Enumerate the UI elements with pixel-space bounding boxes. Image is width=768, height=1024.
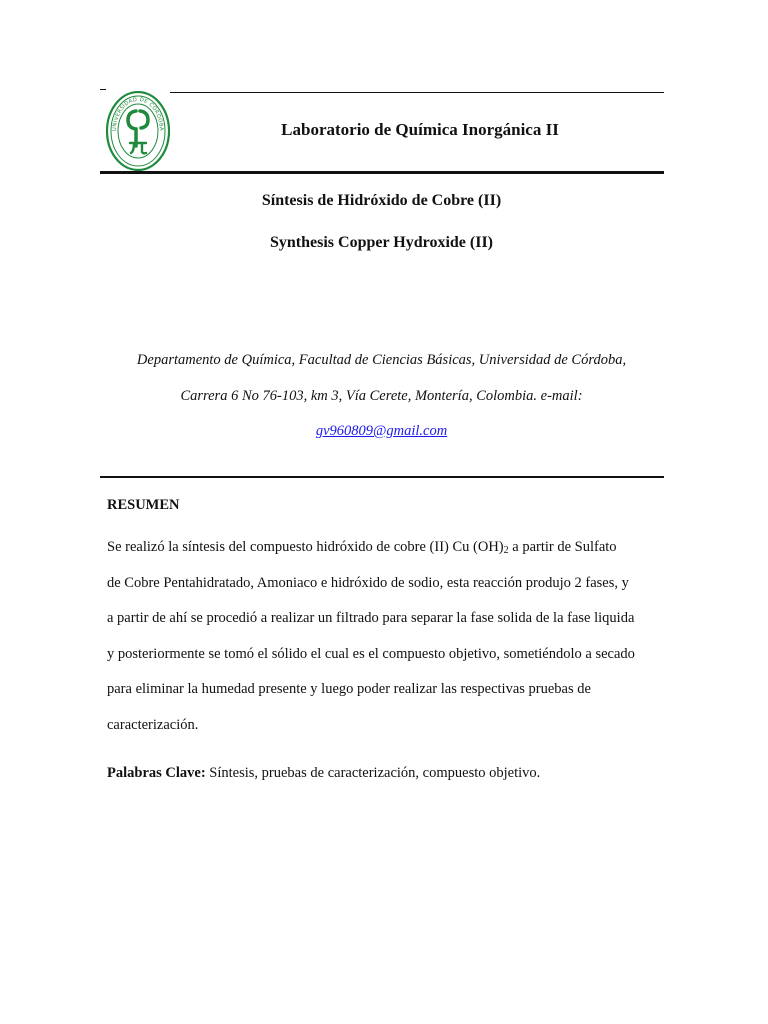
- abstract-line-1: [107, 530, 667, 566]
- abstract-line-1-tail: a partir de Sulfato: [508, 539, 617, 555]
- affiliation-rule: [100, 476, 664, 478]
- keywords-text: Síntesis, pruebas de caracterización, compuesto objetivo.: [205, 765, 541, 781]
- abstract-line-2: de Cobre Pentahidratado, Amoniaco e hidróxido de sodio, esta reacción produjo 2 fases, y: [107, 574, 629, 591]
- abstract-body: [107, 530, 667, 744]
- abstract-line-6: caracterización.: [107, 716, 199, 733]
- subscript-2: 2: [503, 545, 509, 556]
- paper-title-english: Synthesis Copper Hydroxide (II): [270, 234, 493, 251]
- seal-text: UNIVERSIDAD DE CÓRDOBA: [111, 96, 165, 132]
- abstract-line-3: a partir de ahí se procedió a realizar un filtrado para separar la fase solida de la fase liquida: [107, 610, 635, 627]
- header-title: Laboratorio de Química Inorgánica II: [281, 120, 559, 139]
- affiliation-line-1: Departamento de Química, Facultad de Ciencias Básicas, Universidad de Córdoba,: [136, 352, 627, 368]
- author-email-line: [0, 423, 763, 440]
- author-email-link[interactable]: gv960809@gmail.com: [315, 423, 448, 439]
- university-seal-logo: [106, 91, 170, 171]
- abstract-heading: RESUMEN: [107, 497, 180, 513]
- abstract-line-5: para eliminar la humedad presente y luego poder realizar las respectivas pruebas de: [107, 681, 591, 698]
- abstract-line-1-text: Se realizó la síntesis del compuesto hidróxido de cobre (II) Cu (OH): [107, 539, 504, 555]
- header-rule-bottom: [100, 171, 664, 174]
- keywords-label: Palabras Clave:: [107, 765, 206, 781]
- paper-title-spanish: Síntesis de Hidróxido de Cobre (II): [261, 192, 502, 209]
- keywords: [107, 765, 540, 782]
- affiliation-line-2: Carrera 6 No 76-103, km 3, Vía Cerete, Montería, Colombia. e-mail:: [180, 388, 583, 404]
- header-rule-top: [170, 92, 664, 93]
- abstract-line-4: y posteriormente se tomó el sólido el cual es el compuesto objetivo, sometiéndolo a secado: [107, 645, 635, 662]
- header-rule-left-tick: [100, 89, 106, 90]
